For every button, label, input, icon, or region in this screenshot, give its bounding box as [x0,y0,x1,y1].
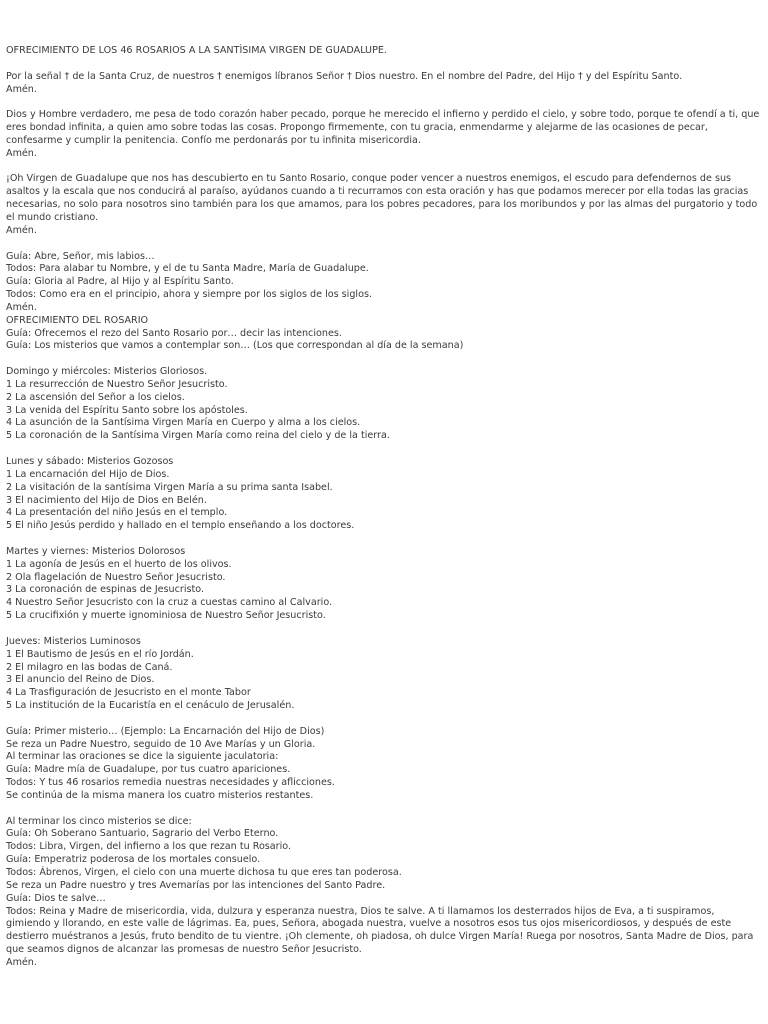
text-line: 5 La institución de la Eucaristía en el cenáculo de Jerusalén. [6,700,295,712]
paragraph [6,726,762,803]
paragraph [6,366,762,443]
text-line: Al terminar los cinco misterios se dice: [6,815,192,827]
text-line: 3 El anuncio del Reino de Dios. [6,674,155,686]
text-line: 2 Ola flagelación de Nuestro Señor Jesucristo. [6,571,226,583]
text-line: Amén. [6,147,37,159]
text-line: Todos: Para alabar tu Nombre, y el de tu Santa Madre, María de Guadalupe. [6,263,369,275]
text-line: Martes y viernes: Misterios Dolorosos [6,545,186,557]
text-line: 3 La venida del Espíritu Santo sobre los apóstoles. [6,404,248,416]
text-line: 4 La Trasfiguración de Jesucristo en el monte Tabor [6,687,251,699]
text-line: 1 La encarnación del Hijo de Dios. [6,468,170,480]
text-line: Se reza un Padre nuestro y tres Avemarías por las intenciones del Santo Padre. [6,879,386,891]
text-line: 5 La crucifixión y muerte ignominiosa de Nuestro Señor Jesucristo. [6,610,326,622]
text-line: Guía: Abre, Señor, mis labios… [6,250,155,262]
text-line: Guía: Dios te salve… [6,892,106,904]
text-line: Amén. [6,83,37,95]
text-line: Guía: Los misterios que vamos a contemplar son… (Los que correspondan al día de la semana) [6,340,464,352]
text-line: Guía: Emperatriz poderosa de los mortales consuelo. [6,854,261,866]
text-line: 1 El Bautismo de Jesús en el río Jordán. [6,648,194,660]
document-body [6,71,762,970]
text-line: Todos: Libra, Virgen, del infierno a los que rezan tu Rosario. [6,841,292,853]
text-line: 1 La agonía de Jesús en el huerto de los olivos. [6,558,232,570]
text-line: 2 El milagro en las bodas de Caná. [6,661,173,673]
text-line: OFRECIMIENTO DEL ROSARIO [6,314,149,326]
text-line: Todos: Ábrenos, Virgen, el cielo con una muerte dichosa tu que eres tan poderosa. [6,867,402,878]
text-line: 3 La coronación de espinas de Jesucristo. [6,584,205,596]
text-line: Guía: Ofrecemos el rezo del Santo Rosario por… decir las intenciones. [6,327,342,339]
text-line: 5 El niño Jesús perdido y hallado en el templo enseñando a los doctores. [6,520,355,532]
paragraph [6,636,762,713]
text-line: 2 La ascensión del Señor a los cielos. [6,391,185,403]
document-title: OFRECIMIENTO DE LOS 46 ROSARIOS A LA SANTÌSIMA VIRGEN DE GUADALUPE. [6,45,387,56]
text-line: 4 La presentación del niño Jesús en el templo. [6,507,228,519]
text-line: Por la señal † de la Santa Cruz, de nuestros † enemigos líbranos Señor † Dios nuestro. En el nombre del Padre, del Hijo † y del Espíritu Santo. [6,70,683,82]
text-line: Se reza un Padre Nuestro, seguido de 10 Ave Marías y un Gloria. [6,738,316,750]
text-line: ¡Oh Virgen de Guadalupe que nos has descubierto en tu Santo Rosario, conque poder vencer a nuestros enemigos, el escudo para defendernos de sus asaltos y la escala que nos conducirá al paraíso, ayúdanos cuando a ti recurramos con esta oración y has que podamos merecer por ella todas las gracias necesarias, no solo para nosotros sino también para los que amamos, para los pobres pecadores, para los moribundos y por las almas del purgatorio y todo el mundo cristiano. [6,173,758,223]
text-line: Guía: Gloria al Padre, al Hijo y al Espíritu Santo. [6,276,234,288]
text-line: 4 Nuestro Señor Jesucristo con la cruz a cuestas camino al Calvario. [6,597,333,609]
text-line: Al terminar las oraciones se dice la siguiente jaculatoria: [6,751,279,763]
text-line: Se continúa de la misma manera los cuatro misterios restantes. [6,789,314,801]
paragraph [6,546,762,623]
paragraph [6,251,762,354]
paragraph [6,109,762,160]
text-line: Todos: Reina y Madre de misericordia, vida, dulzura y esperanza nuestra, Dios te salve. A ti llamamos los desterrados hijos de Eva, a ti suspiramos, gimiendo y llorando, en este valle de lágrimas. Ea, pues, Señora, abogada nuestra, vuelve a nosotros esos tus ojos misericordiosos, y después de este destierro muéstranos a Jesús, fruto bendito de tu vientre. ¡Oh clemente, oh piadosa, oh dulce Virgen María! Ruega por nosotros, Santa Madre de Dios, para que seamos dignos de alcanzar las promesas de nuestro Señor Jesucristo. [6,905,754,956]
text-line: Todos: Como era en el principio, ahora y siempre por los siglos de los siglos. [6,289,372,301]
text-line: Guía: Primer misterio… (Ejemplo: La Encarnación del Hijo de Dios) [6,725,325,737]
text-line: Todos: Y tus 46 rosarios remedia nuestras necesidades y aflicciones. [6,777,335,789]
paragraph [6,456,762,533]
text-line: Dios y Hombre verdadero, me pesa de todo corazón haber pecado, porque he merecido el infierno y perdido el cielo, y sobre todo, porque te ofendí a ti, que eres bondad infinita, a quien amo sobre todas las cosas. Propongo firmemente, con tu gracia, enmendarme y alejarme de las ocasiones de pecar, confesarme y cumplir la penitencia. Confío me perdonarás por tu infinita misericordia. [6,109,760,146]
text-line: 3 El nacimiento del Hijo de Dios en Belén. [6,494,207,506]
text-line: Guía: Oh Soberano Santuario, Sagrario del Verbo Eterno. [6,828,279,840]
text-line: Amén. [6,224,37,236]
text-line: Jueves: Misterios Luminosos [6,635,141,647]
text-line: 5 La coronación de la Santísima Virgen María como reina del cielo y de la tierra. [6,430,390,442]
paragraph [6,816,762,970]
text-line: 2 La visitación de la santísima Virgen María a su prima santa Isabel. [6,481,333,493]
text-line: Guía: Madre mía de Guadalupe, por tus cuatro apariciones. [6,764,291,776]
paragraph [6,173,762,237]
text-line: Domingo y miércoles: Misterios Gloriosos. [6,366,208,378]
text-line: Lunes y sábado: Misterios Gozosos [6,456,174,467]
text-line: 4 La asunción de la Santísima Virgen María en Cuerpo y alma a los cielos. [6,417,361,429]
text-line: Amén. [6,956,37,968]
text-line: Amén. [6,301,37,313]
paragraph [6,71,762,97]
text-line: 1 La resurrección de Nuestro Señor Jesucristo. [6,378,228,390]
